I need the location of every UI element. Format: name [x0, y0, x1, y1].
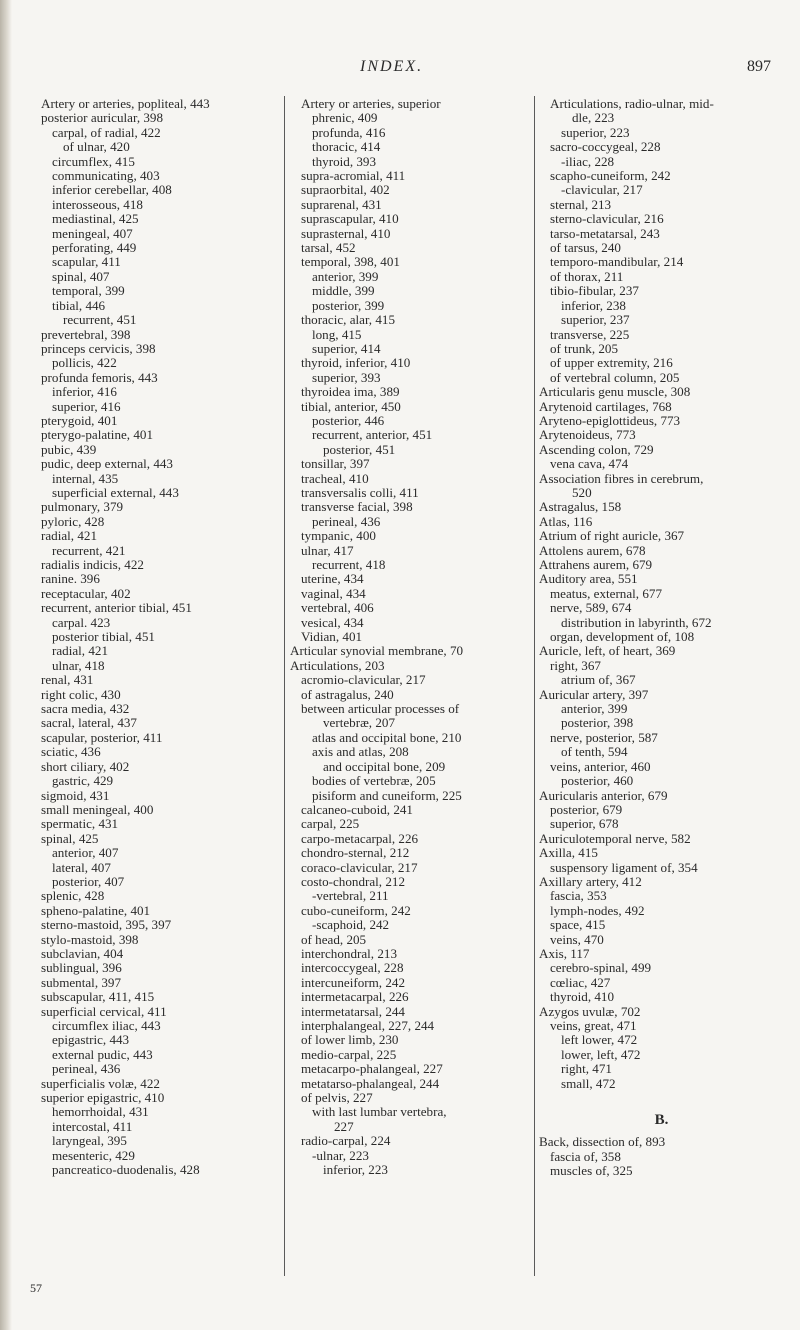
index-subentry: interphalangeal, 227, 244	[301, 1018, 435, 1033]
index-subentry: splenic, 428	[41, 888, 105, 904]
index-subentry: of vertebral column, 205	[550, 369, 680, 385]
index-heading: Auricle, left, of heart, 369	[539, 643, 676, 659]
index-subentry: of ulnar, 420	[63, 139, 130, 155]
index-subentry: thoracic, 414	[312, 139, 381, 155]
index-subentry: posterior auricular, 398	[41, 110, 164, 126]
index-subentry: recurrent, 421	[52, 542, 126, 558]
index-subentry: tibio-fibular, 237	[550, 283, 639, 299]
index-subentry: left lower, 472	[561, 1032, 638, 1048]
index-subentry: spinal, 425	[41, 830, 99, 846]
index-subentry: vertebræ, 207	[323, 715, 395, 731]
index-subentry: pollicis, 422	[52, 355, 117, 371]
index-subentry: prevertebral, 398	[41, 326, 131, 342]
column-rule	[534, 96, 535, 1276]
signature-mark: 57	[30, 1281, 42, 1295]
index-subentry: inferior, 223	[323, 1162, 388, 1178]
index-subentry: of pelvis, 227	[301, 1090, 373, 1106]
index-subentry: pancreatico-duodenalis, 428	[52, 1162, 200, 1178]
index-subentry: carpal, 225	[301, 816, 360, 832]
index-subentry: of lower limb, 230	[301, 1032, 399, 1048]
index-subentry: long, 415	[312, 326, 362, 342]
index-heading: Atrium of right auricle, 367	[539, 528, 685, 544]
index-column-2	[290, 97, 532, 1177]
index-subentry: fascia, 353	[550, 888, 607, 904]
index-subentry: vertebral, 406	[301, 600, 374, 616]
index-subentry: intercuneiform, 242	[301, 974, 405, 990]
index-subentry: suspensory ligament of, 354	[550, 859, 698, 875]
index-subentry: tracheal, 410	[301, 470, 369, 486]
index-subentry: Articulations, radio-ulnar, mid-	[550, 96, 714, 111]
index-subentry: receptacular, 402	[41, 585, 131, 601]
index-subentry: transversalis colli, 411	[301, 484, 419, 500]
index-subentry: pisiform and cuneiform, 225	[312, 787, 462, 803]
index-heading: Articulations, 203	[290, 657, 385, 673]
index-subentry: recurrent, anterior, 451	[312, 427, 433, 443]
index-subentry: pubic, 439	[41, 441, 97, 457]
index-subentry: ulnar, 417	[301, 542, 354, 558]
index-subentry: stylo-mastoid, 398	[41, 931, 139, 947]
index-subentry: pterygo-palatine, 401	[41, 427, 153, 443]
index-subentry: posterior, 407	[52, 873, 125, 889]
index-subentry: temporal, 399	[52, 283, 125, 299]
index-subentry: superior, 393	[312, 369, 381, 385]
index-subentry: superior epigastric, 410	[41, 1090, 165, 1106]
index-subentry: lateral, 407	[52, 859, 111, 875]
index-subentry: intercostal, 411	[52, 1118, 133, 1134]
index-subentry: intermetatarsal, 244	[301, 1003, 405, 1019]
index-heading: Attolens aurem, 678	[539, 542, 646, 558]
index-subentry: perineal, 436	[52, 1061, 121, 1077]
index-subentry: ulnar, 418	[52, 657, 105, 673]
index-heading: Auriculotemporal nerve, 582	[539, 830, 691, 846]
index-subentry: spheno-palatine, 401	[41, 902, 151, 918]
index-subentry: middle, 399	[312, 283, 375, 299]
index-subentry: radio-carpal, 224	[301, 1133, 391, 1149]
index-subentry: cœliac, 427	[550, 974, 611, 990]
index-subentry: veins, 470	[550, 931, 604, 947]
index-subentry: submental, 397	[41, 974, 122, 990]
index-subentry: thyroid, inferior, 410	[301, 355, 411, 371]
index-subentry: tarsal, 452	[301, 240, 356, 256]
index-subentry: carpal. 423	[52, 614, 111, 630]
index-subentry: superficialis volæ, 422	[41, 1075, 160, 1091]
index-subentry: lymph-nodes, 492	[550, 902, 645, 918]
index-subentry: superior, 678	[550, 816, 619, 832]
index-subentry: thoracic, alar, 415	[301, 312, 395, 328]
index-subentry: space, 415	[550, 917, 606, 933]
index-subentry: meningeal, 407	[52, 225, 133, 241]
index-subentry: coraco-clavicular, 217	[301, 859, 418, 875]
index-subentry: circumflex iliac, 443	[52, 1018, 161, 1033]
index-heading: Atlas, 116	[539, 513, 593, 529]
index-subentry: supra-acromial, 411	[301, 168, 406, 184]
index-subentry: distribution in labyrinth, 672	[561, 614, 712, 630]
running-title: INDEX.	[360, 58, 424, 75]
index-subentry: lower, left, 472	[561, 1046, 641, 1062]
index-subentry: profunda femoris, 443	[41, 369, 158, 385]
index-subentry: epigastric, 443	[52, 1032, 130, 1048]
index-subentry: superficial external, 443	[52, 484, 179, 500]
index-subentry: right, 471	[561, 1061, 612, 1077]
index-heading: Attrahens aurem, 679	[539, 557, 653, 572]
index-subentry: of tarsus, 240	[550, 240, 621, 256]
index-heading: Association fibres in cerebrum,	[539, 470, 704, 486]
index-subentry: tibial, anterior, 450	[301, 398, 401, 414]
index-subentry: of upper extremity, 216	[550, 355, 673, 371]
index-subentry: veins, great, 471	[550, 1018, 637, 1033]
index-subentry: -clavicular, 217	[561, 182, 643, 198]
index-subentry: posterior, 451	[323, 441, 396, 457]
index-heading: Auricular artery, 397	[539, 686, 649, 702]
index-subentry: posterior tibial, 451	[52, 629, 155, 645]
index-subentry: supraorbital, 402	[301, 182, 390, 198]
index-subentry: subscapular, 411, 415	[41, 989, 155, 1005]
index-subentry: fascia of, 358	[550, 1148, 621, 1164]
index-subentry: meatus, external, 677	[550, 585, 662, 601]
index-subentry: hemorrhoidal, 431	[52, 1104, 149, 1120]
index-subentry: transverse facial, 398	[301, 499, 413, 515]
index-subentry: inferior, 416	[52, 384, 117, 400]
index-subentry: small meningeal, 400	[41, 801, 154, 817]
index-subentry: pyloric, 428	[41, 513, 105, 529]
index-subentry: anterior, 407	[52, 845, 119, 861]
index-subentry: right, 367	[550, 657, 601, 673]
index-subentry: scapular, posterior, 411	[41, 729, 163, 745]
index-subentry: temporo-mandibular, 214	[550, 254, 684, 270]
index-subentry: laryngeal, 395	[52, 1133, 127, 1149]
page-binding-edge	[0, 0, 12, 1330]
index-subentry: cubo-cuneiform, 242	[301, 902, 411, 918]
index-subentry: superficial cervical, 411	[41, 1003, 167, 1019]
index-subentry: suprascapular, 410	[301, 211, 399, 227]
index-subentry: acromio-clavicular, 217	[301, 672, 426, 688]
index-heading: Back, dissection of, 893	[539, 1134, 666, 1150]
index-subentry: interchondral, 213	[301, 945, 397, 961]
index-subentry: transverse, 225	[550, 326, 630, 342]
index-subentry: subclavian, 404	[41, 945, 124, 961]
index-subentry: posterior, 398	[561, 715, 634, 731]
index-subentry: of trunk, 205	[550, 340, 619, 356]
index-subentry: Artery or arteries, popliteal, 443	[41, 96, 210, 111]
index-subentry: suprarenal, 431	[301, 196, 382, 212]
index-heading: Axis, 117	[539, 945, 590, 961]
index-subentry: ranine. 396	[41, 571, 100, 587]
index-subentry: sacral, lateral, 437	[41, 715, 137, 731]
index-column-1	[30, 97, 282, 1177]
index-subentry: profunda, 416	[312, 124, 386, 140]
index-subentry: pulmonary, 379	[41, 499, 124, 515]
index-subentry: thyroid, 410	[550, 989, 615, 1005]
index-column-3	[539, 97, 784, 1179]
index-subentry: posterior, 446	[312, 412, 385, 428]
index-subentry: -ulnar, 223	[312, 1147, 369, 1163]
index-subentry: carpo-metacarpal, 226	[301, 830, 419, 846]
index-subentry: dle, 223	[572, 110, 615, 126]
index-subentry: superior, 416	[52, 398, 121, 414]
index-subentry: sublingual, 396	[41, 960, 122, 976]
index-heading: Arytenoideus, 773	[539, 427, 636, 443]
index-subentry: -scaphoid, 242	[312, 917, 390, 933]
index-subentry: intercoccygeal, 228	[301, 960, 404, 976]
index-subentry: atlas and occipital bone, 210	[312, 729, 462, 745]
index-subentry: metatarso-phalangeal, 244	[301, 1075, 440, 1091]
index-subentry: muscles of, 325	[550, 1163, 633, 1179]
index-subentry: mediastinal, 425	[52, 211, 139, 227]
index-subentry: short ciliary, 402	[41, 758, 130, 774]
index-heading: Azygos uvulæ, 702	[539, 1003, 641, 1019]
index-subentry: with last lumbar vertebra,	[312, 1104, 447, 1120]
index-subentry: sigmoid, 431	[41, 787, 110, 803]
index-subentry: superior, 223	[561, 124, 630, 140]
index-subentry: chondro-sternal, 212	[301, 845, 410, 861]
index-subentry: mesenteric, 429	[52, 1147, 135, 1163]
index-subentry: spinal, 407	[52, 268, 110, 284]
index-subentry: posterior, 399	[312, 297, 385, 313]
index-subentry: tympanic, 400	[301, 528, 376, 544]
index-subentry: tibial, 446	[52, 297, 106, 313]
index-subentry: organ, development of, 108	[550, 629, 695, 645]
index-subentry: recurrent, anterior tibial, 451	[41, 600, 192, 616]
index-subentry: of thorax, 211	[550, 268, 624, 284]
index-subentry: phrenic, 409	[312, 110, 378, 126]
index-subentry: Vidian, 401	[301, 629, 363, 645]
index-heading: Articularis genu muscle, 308	[539, 384, 691, 400]
index-subentry: circumflex, 415	[52, 153, 135, 169]
index-heading: Auricularis anterior, 679	[539, 787, 668, 803]
index-subentry: communicating, 403	[52, 168, 160, 184]
index-subentry: cerebro-spinal, 499	[550, 960, 652, 976]
index-subentry: sterno-clavicular, 216	[550, 211, 664, 227]
index-heading: Arytenoid cartilages, 768	[539, 398, 672, 414]
page-header	[0, 40, 800, 80]
index-subentry: princeps cervicis, 398	[41, 340, 156, 356]
index-subentry: sternal, 213	[550, 196, 612, 212]
index-heading: Auditory area, 551	[539, 571, 638, 587]
index-subentry: perforating, 449	[52, 240, 137, 256]
index-subentry: posterior, 679	[550, 801, 623, 817]
index-subentry: posterior, 460	[561, 773, 634, 789]
index-subentry: radialis indicis, 422	[41, 557, 144, 572]
index-subentry: vesical, 434	[301, 614, 364, 630]
index-subentry: suprasternal, 410	[301, 225, 391, 241]
index-subentry: sacra media, 432	[41, 701, 130, 717]
index-subentry: thyroid, 393	[312, 153, 377, 169]
index-subentry: recurrent, 418	[312, 557, 386, 572]
index-subentry: atrium of, 367	[561, 672, 636, 688]
index-subentry: external pudic, 443	[52, 1046, 153, 1062]
index-subentry: uterine, 434	[301, 571, 364, 587]
index-subentry: interosseous, 418	[52, 196, 143, 212]
index-heading: Axillary artery, 412	[539, 873, 642, 889]
index-subentry: inferior, 238	[561, 297, 626, 313]
index-subentry: nerve, posterior, 587	[550, 729, 658, 745]
index-subentry: nerve, 589, 674	[550, 600, 632, 616]
index-subentry: -vertebral, 211	[312, 888, 389, 904]
index-subentry: 520	[572, 484, 592, 500]
index-subentry: of tenth, 594	[561, 744, 628, 760]
index-subentry: -iliac, 228	[561, 153, 615, 169]
index-subentry: pterygoid, 401	[41, 412, 118, 428]
index-subentry: anterior, 399	[561, 701, 628, 717]
index-subentry: calcaneo-cuboid, 241	[301, 801, 413, 817]
index-subentry: superior, 414	[312, 340, 381, 356]
index-subentry: recurrent, 451	[63, 312, 137, 328]
index-subentry: bodies of vertebræ, 205	[312, 773, 436, 789]
index-subentry: small, 472	[561, 1075, 616, 1091]
column-rule	[284, 96, 285, 1276]
index-subentry: veins, anterior, 460	[550, 758, 651, 774]
index-subentry: vena cava, 474	[550, 456, 629, 472]
index-subentry: 227	[334, 1118, 354, 1134]
page-number: 897	[747, 58, 771, 75]
index-subentry: of astragalus, 240	[301, 686, 394, 702]
index-subentry: thyroidea ima, 389	[301, 384, 400, 400]
index-subentry: Artery or arteries, superior	[301, 96, 441, 111]
index-heading: Ascending colon, 729	[539, 441, 654, 457]
index-subentry: between articular processes of	[301, 701, 460, 717]
section-letter: B.	[654, 1112, 669, 1129]
index-subentry: scapular, 411	[52, 254, 121, 270]
index-subentry: internal, 435	[52, 470, 119, 486]
index-subentry: radial, 421	[52, 643, 108, 659]
index-subentry: pudic, deep external, 443	[41, 456, 173, 472]
index-subentry: sciatic, 436	[41, 744, 101, 760]
index-subentry: radial, 421	[41, 528, 97, 544]
index-subentry: sterno-mastoid, 395, 397	[41, 917, 172, 933]
index-subentry: right colic, 430	[41, 686, 121, 702]
index-heading: Axilla, 415	[539, 845, 598, 861]
index-subentry: inferior cerebellar, 408	[52, 182, 172, 198]
index-subentry: and occipital bone, 209	[323, 758, 446, 774]
index-subentry: anterior, 399	[312, 268, 379, 284]
index-subentry: scapho-cuneiform, 242	[550, 168, 671, 184]
index-subentry: perineal, 436	[312, 513, 381, 529]
index-subentry: axis and atlas, 208	[312, 744, 409, 760]
index-subentry: vaginal, 434	[301, 585, 366, 601]
index-heading: Astragalus, 158	[539, 499, 622, 515]
index-subentry: renal, 431	[41, 672, 94, 688]
index-subentry: tonsillar, 397	[301, 456, 370, 472]
index-subentry: intermetacarpal, 226	[301, 989, 409, 1005]
index-subentry: gastric, 429	[52, 773, 114, 789]
index-subentry: superior, 237	[561, 312, 630, 328]
index-subentry: metacarpo-phalangeal, 227	[301, 1061, 443, 1077]
index-subentry: costo-chondral, 212	[301, 873, 405, 889]
index-subentry: of head, 205	[301, 931, 367, 947]
index-heading: Aryteno-epiglottideus, 773	[539, 412, 681, 428]
index-heading: Articular synovial membrane, 70	[290, 643, 464, 659]
index-subentry: sacro-coccygeal, 228	[550, 139, 661, 155]
index-subentry: medio-carpal, 225	[301, 1046, 397, 1062]
index-subentry: carpal, of radial, 422	[52, 124, 161, 140]
index-subentry: temporal, 398, 401	[301, 254, 400, 270]
index-subentry: spermatic, 431	[41, 816, 119, 832]
index-subentry: tarso-metatarsal, 243	[550, 225, 660, 241]
